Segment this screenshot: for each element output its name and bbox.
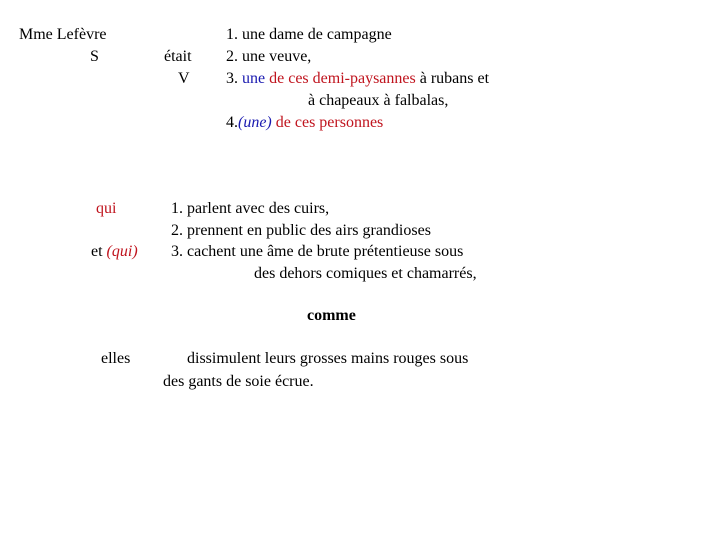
conj-et: et: [91, 243, 103, 260]
conjunction-comme: comme: [307, 307, 356, 324]
verb-tag: V: [178, 70, 190, 87]
attribute-item-4-paren: (une): [238, 114, 272, 131]
relative-qui-implied: (qui): [106, 243, 138, 260]
attribute-item-3-number: 3.: [226, 70, 238, 87]
relative-pronoun-qui: qui: [96, 200, 117, 217]
attribute-item-2: 2. une veuve,: [226, 48, 312, 65]
relative-item-3-continuation: des dehors comiques et chamarrés,: [254, 265, 477, 282]
clause-line-2: des gants de soie écrue.: [163, 373, 314, 390]
attribute-item-4: [226, 112, 383, 133]
attribute-item-3-continuation: à chapeaux à falbalas,: [308, 92, 449, 109]
relative-pronoun-et-qui: [91, 241, 138, 262]
subject-elles: elles: [101, 350, 131, 367]
clause-line-1: dissimulent leurs grosses mains rouges sous: [187, 350, 469, 367]
attribute-item-4-highlight: de ces personnes: [275, 114, 384, 131]
attribute-item-3-article: une: [242, 70, 266, 87]
subject-mme-lefevre: Mme Lefèvre: [19, 26, 107, 43]
relative-item-1: 1. parlent avec des cuirs,: [171, 200, 330, 217]
attribute-item-3-rest: à rubans et: [419, 70, 490, 87]
subject-tag: S: [90, 48, 99, 65]
attribute-item-4-number: 4.: [226, 114, 238, 131]
relative-item-3: 3. cachent une âme de brute prétentieuse sous: [171, 243, 464, 260]
attribute-item-3: [226, 68, 489, 89]
attribute-item-3-highlight: de ces demi-paysannes: [269, 70, 416, 87]
attribute-item-1: 1. une dame de campagne: [226, 26, 392, 43]
verb-etait: était: [164, 48, 192, 65]
relative-item-2: 2. prennent en public des airs grandioses: [171, 222, 431, 239]
